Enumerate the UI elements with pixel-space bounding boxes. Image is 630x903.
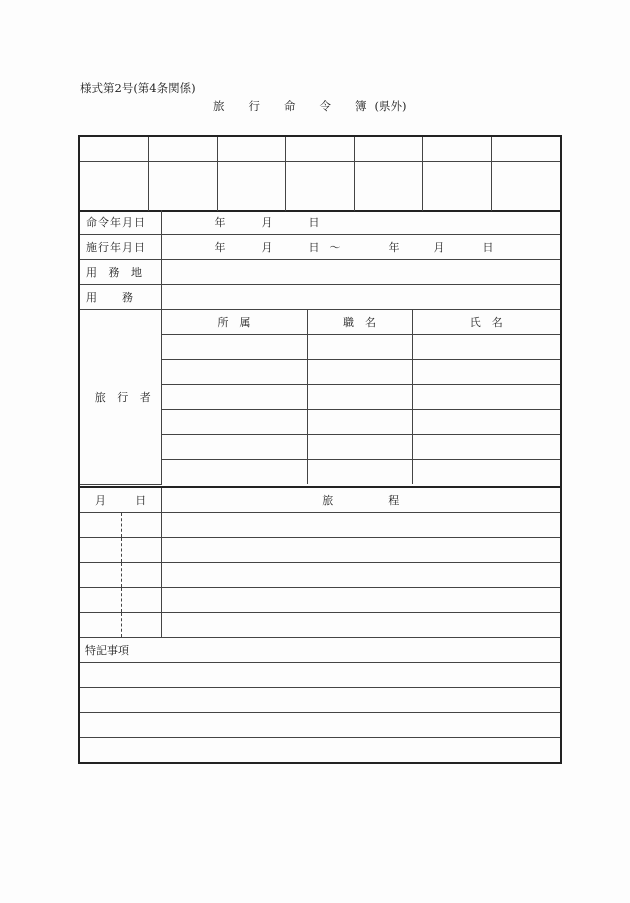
business-label: 用 務 bbox=[80, 285, 161, 310]
position-cell[interactable] bbox=[307, 435, 412, 460]
day-cell[interactable] bbox=[121, 563, 161, 588]
notes-line[interactable] bbox=[80, 663, 560, 688]
name-cell[interactable] bbox=[412, 360, 560, 385]
affiliation-cell[interactable] bbox=[161, 385, 307, 410]
col-month: 月 bbox=[80, 488, 121, 513]
month-cell[interactable] bbox=[80, 513, 121, 538]
title-char: 令 bbox=[319, 99, 331, 113]
position-cell[interactable] bbox=[307, 460, 412, 485]
itinerary-row bbox=[80, 613, 560, 638]
position-cell[interactable] bbox=[307, 335, 412, 360]
place-label: 用 務 地 bbox=[80, 260, 161, 285]
col-affiliation: 所 属 bbox=[161, 310, 307, 335]
unit-year: 年 bbox=[214, 241, 226, 254]
itinerary-row bbox=[80, 563, 560, 588]
notes-row bbox=[80, 663, 560, 688]
day-cell[interactable] bbox=[121, 538, 161, 563]
unit-month: 月 bbox=[261, 241, 273, 254]
stamp-header-cell[interactable] bbox=[217, 137, 286, 162]
col-itinerary: 旅 程 bbox=[161, 488, 560, 513]
unit-day: 日 bbox=[308, 216, 320, 229]
itinerary-row bbox=[80, 588, 560, 613]
title-char: 行 bbox=[248, 99, 260, 113]
unit-year: 年 bbox=[388, 241, 400, 254]
position-cell[interactable] bbox=[307, 360, 412, 385]
order-details bbox=[78, 210, 562, 488]
title-char: 簿 bbox=[355, 99, 367, 113]
exec-date-field[interactable] bbox=[161, 235, 560, 260]
unit-year: 年 bbox=[214, 216, 226, 229]
document-title bbox=[213, 98, 406, 114]
itinerary-cell[interactable] bbox=[161, 513, 560, 538]
affiliation-cell[interactable] bbox=[161, 460, 307, 485]
stamp-header-cell[interactable] bbox=[149, 137, 218, 162]
day-cell[interactable] bbox=[121, 588, 161, 613]
place-field[interactable] bbox=[161, 260, 560, 285]
stamp-cell[interactable] bbox=[491, 162, 560, 212]
notes-line[interactable] bbox=[80, 713, 560, 738]
form-number: 様式第2号(第4条関係) bbox=[80, 81, 196, 95]
unit-day: 日 bbox=[308, 241, 320, 254]
stamp-cell[interactable] bbox=[423, 162, 492, 212]
approval-stamp-grid bbox=[78, 135, 562, 212]
month-cell[interactable] bbox=[80, 613, 121, 638]
stamp-header-cell[interactable] bbox=[354, 137, 423, 162]
name-cell[interactable] bbox=[412, 335, 560, 360]
name-cell[interactable] bbox=[412, 410, 560, 435]
month-cell[interactable] bbox=[80, 563, 121, 588]
month-cell[interactable] bbox=[80, 538, 121, 563]
affiliation-cell[interactable] bbox=[161, 335, 307, 360]
notes-row bbox=[80, 688, 560, 713]
stamp-header-cell[interactable] bbox=[423, 137, 492, 162]
itinerary-cell[interactable] bbox=[161, 563, 560, 588]
position-cell[interactable] bbox=[307, 410, 412, 435]
day-cell[interactable] bbox=[121, 613, 161, 638]
itinerary-cell[interactable] bbox=[161, 538, 560, 563]
stamp-header-cell[interactable] bbox=[491, 137, 560, 162]
exec-date-label: 施行年月日 bbox=[80, 235, 161, 260]
itinerary-row bbox=[80, 538, 560, 563]
col-name: 氏 名 bbox=[412, 310, 560, 335]
stamp-cell[interactable] bbox=[149, 162, 218, 212]
title-char: 旅 bbox=[213, 99, 225, 113]
order-date-field[interactable] bbox=[161, 210, 560, 235]
name-cell[interactable] bbox=[412, 385, 560, 410]
stamp-cell[interactable] bbox=[354, 162, 423, 212]
title-char: (県外) bbox=[374, 99, 407, 113]
name-cell[interactable] bbox=[412, 460, 560, 485]
affiliation-cell[interactable] bbox=[161, 360, 307, 385]
itinerary-cell[interactable] bbox=[161, 613, 560, 638]
affiliation-cell[interactable] bbox=[161, 410, 307, 435]
itinerary-cell[interactable] bbox=[161, 588, 560, 613]
notes-line[interactable] bbox=[80, 688, 560, 713]
col-day: 日 bbox=[121, 488, 161, 513]
day-cell[interactable] bbox=[121, 513, 161, 538]
unit-month: 月 bbox=[433, 241, 445, 254]
stamp-cell[interactable] bbox=[286, 162, 355, 212]
notes-label: 特記事項 bbox=[80, 638, 560, 663]
name-cell[interactable] bbox=[412, 435, 560, 460]
affiliation-cell[interactable] bbox=[161, 435, 307, 460]
itinerary-section bbox=[78, 486, 562, 764]
notes-line[interactable] bbox=[80, 738, 560, 763]
notes-row bbox=[80, 738, 560, 763]
notes-row bbox=[80, 713, 560, 738]
title-char: 命 bbox=[284, 99, 296, 113]
unit-day: 日 bbox=[482, 241, 494, 254]
travelers-label: 旅 行 者 bbox=[80, 310, 161, 485]
itinerary-row bbox=[80, 513, 560, 538]
order-date-label: 命令年月日 bbox=[80, 210, 161, 235]
unit-month: 月 bbox=[261, 216, 273, 229]
col-position: 職 名 bbox=[307, 310, 412, 335]
business-field[interactable] bbox=[161, 285, 560, 310]
stamp-header-cell[interactable] bbox=[80, 137, 149, 162]
stamp-header-cell[interactable] bbox=[286, 137, 355, 162]
range-tilde: ～ bbox=[329, 241, 341, 254]
stamp-cell[interactable] bbox=[80, 162, 149, 212]
month-cell[interactable] bbox=[80, 588, 121, 613]
stamp-cell[interactable] bbox=[217, 162, 286, 212]
position-cell[interactable] bbox=[307, 385, 412, 410]
